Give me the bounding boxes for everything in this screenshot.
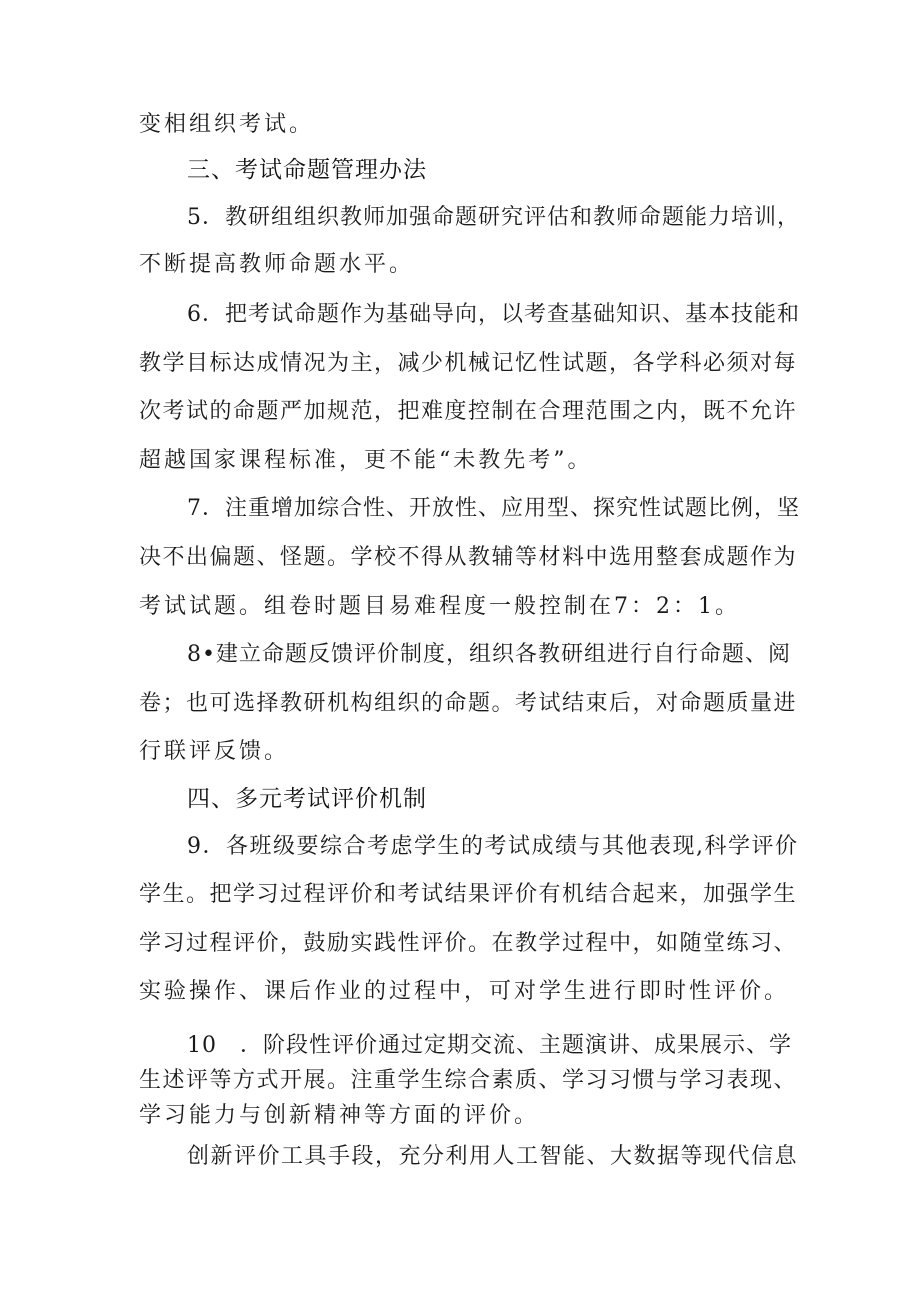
paragraph-line: 行联评反馈。 xyxy=(139,739,290,764)
paragraph-line: 教学目标达成情况为主，减少机械记忆性试题，各学科必须对每 xyxy=(139,351,798,376)
paragraph-line: 卷；也可选择教研机构组织的命题。考试结束后，对命题质量进 xyxy=(139,691,798,716)
paragraph-line: 次考试的命题严加规范，把难度控制在合理范围之内，既不允许 xyxy=(139,399,798,424)
paragraph-line: 不断提高教师命题水平。 xyxy=(139,252,415,277)
paragraph-line: 7．注重增加综合性、开放性、应用型、探究性试题比例，坚 xyxy=(187,496,800,521)
paragraph-line: 创新评价工具手段，充分利用人工智能、大数据等现代信息 xyxy=(187,1144,799,1169)
section-heading-3: 三、考试命题管理办法 xyxy=(187,157,427,183)
paragraph-line: 8•建立命题反馈评价制度，组织各教研组进行自行命题、阅 xyxy=(187,642,791,667)
paragraph-line: 5．教研组组织教师加强命题研究评估和教师命题能力培训， xyxy=(187,205,800,230)
paragraph-line: 6．把考试命题作为基础导向，以考查基础知识、基本技能和 xyxy=(187,302,800,327)
paragraph-line: 学习过程评价，鼓励实践性评价。在教学过程中，如随堂练习、 xyxy=(139,931,798,956)
section-heading-4: 四、多元考试评价机制 xyxy=(187,786,427,812)
paragraph-line: 生述评等方式开展。注重学生综合素质、学习习惯与学习表现、 xyxy=(139,1068,798,1093)
paragraph-line: 超越国家课程标准，更不能“未教先考”。 xyxy=(139,448,593,473)
paragraph-line: 10 ．阶段性评价通过定期交流、主题演讲、成果展示、学 xyxy=(187,1033,792,1058)
paragraph-line: 变相组织考试。 xyxy=(139,112,315,137)
paragraph-line: 决不出偏题、怪题。学校不得从教辅等材料中选用整套成题作为 xyxy=(139,545,798,570)
paragraph-line: 学习能力与创新精神等方面的评价。 xyxy=(139,1103,540,1128)
paragraph-line: 9．各班级要综合考虑学生的考试成绩与其他表现,科学评价 xyxy=(187,834,799,859)
paragraph-line: 学生。把学习过程评价和考试结果评价有机结合起来，加强学生 xyxy=(139,882,798,907)
paragraph-line: 考试试题。组卷时题目易难程度一般控制在7：2：1。 xyxy=(139,594,740,619)
paragraph-line: 实验操作、课后作业的过程中，可对学生进行即时性评价。 xyxy=(139,979,790,1004)
